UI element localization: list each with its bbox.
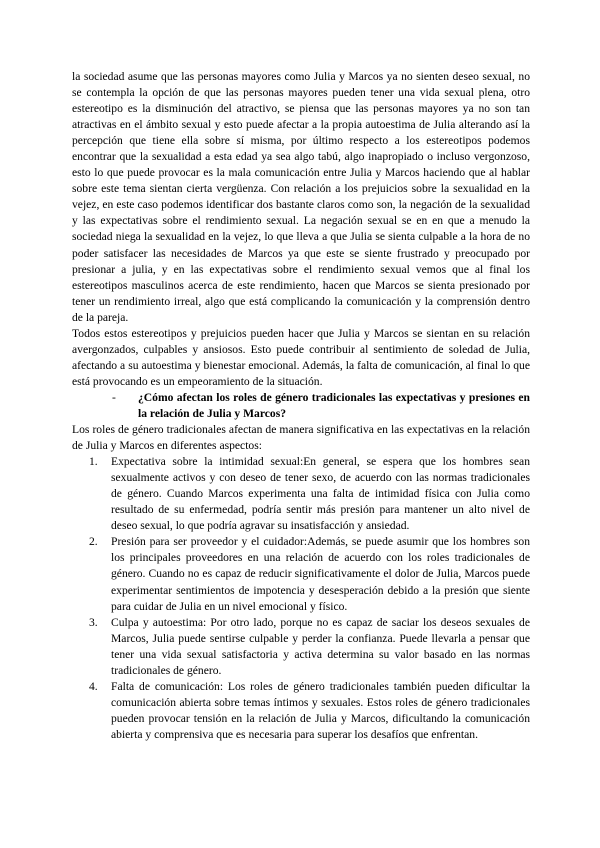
list-item (72, 534, 530, 614)
list-item-number: 4. (89, 679, 98, 693)
list-item-text: Culpa y autoestima: Por otro lado, porque no es capaz de saciar los deseos sexuales de Marcos, Julia puede sentirse culpable y perder la confianza. Puede llevarla a pensar que tener una vida sexual satisfactoria y activa determina su valor basado en las normas tradicionales de género. (111, 615, 530, 677)
body-paragraph-2: Todos estos estereotipos y prejuicios pueden hacer que Julia y Marcos se sientan en su relación avergonzados, culpables y ansiosos. Esto puede contribuir al sentimiento de soledad de Julia, afectando a su autoestima y bienestar emocional. Además, la falta de comunicación, al final lo que está provocando es un empeoramiento de la situación. (72, 326, 530, 388)
list-intro-paragraph: Los roles de género tradicionales afectan de manera significativa en las expectativas en la relación de Julia y Marcos en diferentes aspectos: (72, 423, 530, 453)
list-item (72, 454, 530, 534)
list-item-number: 2. (89, 535, 98, 549)
list-item-text: Expectativa sobre la intimidad sexual:En general, se espera que los hombres sean sexualmente activos y con deseo de tener sexo, de acuerdo con las normas tradicionales de género. Cuando Marcos experimenta una falta de intimidad física con Julia como resultado de su enfermedad, podría sentir más presión para mantener un alto nivel de deseo sexual, lo que podría agravar su insatisfacción y ansiedad. (111, 455, 530, 533)
list-item (72, 615, 530, 679)
list-item-number: 3. (89, 615, 98, 629)
heading-bullet: - (112, 390, 116, 404)
list-item (72, 679, 530, 743)
list-item-text: Presión para ser proveedor y el cuidador:Además, se puede asumir que los hombres son los principales proveedores en una relación de acuerdo con los roles tradicionales de género. Cuando no es capaz de reducir significativamente el dolor de Julia, Marcos puede experimentar sentimientos de impotencia y desesperación debido a la presión que siente para cuidar de Julia en un nivel emocional y físico. (111, 535, 530, 613)
body-paragraph-1: la sociedad asume que las personas mayores como Julia y Marcos ya no sienten deseo sexual, no se contempla la opción de que las personas mayores pueden tener una vida sexual plena, otro estereotipo es la disminución del atractivo, se piensa que las personas mayores ya no son tan atractivas en el ámbito sexual y esto puede afectar a la propia autoestima de Julia alterando así la percepción que tiene ella sobre sí misma, por último respecto a los estereotipos podemos encontrar que la sexualidad a esta edad ya sea algo tabú, algo inapropiado o incluso vergonzoso, esto lo que puede provocar es la mala comunicación entre Julia y Marcos haciendo que al hablar sobre este tema sientan cierta vergüenza. Con relación a los prejuicios sobre la sexualidad en la vejez, en este caso podemos identificar dos bastante claros como son, la negación de la sexualidad y las expectativas sobre el rendimiento sexual. La negación sexual se en en que a menudo la sociedad niega la sexualidad en la vejez, lo que lleva a que Julia se sienta culpable a la hora de no poder satisfacer las necesidades de Marcos ya que este se siente frustrado y preocupado por presionar a julia, y en las expectativas sobre el rendimiento sexual vemos que al final los estereotipos masculinos acerca de este rendimiento, hacen que Marcos se sienta presionado por tener un rendimiento irreal, algo que está complicando la comunicación y la comprensión dentro de la pareja. (72, 70, 530, 324)
section-question-heading (72, 390, 530, 422)
numbered-list (72, 454, 530, 743)
list-item-number: 1. (89, 455, 98, 469)
list-item-text: Falta de comunicación: Los roles de género tradicionales también pueden dificultar la comunicación abierta sobre temas íntimos y sexuales. Estos roles de género tradicionales pueden provocar tensión en la relación de Julia y Marcos, dificultando la comunicación abierta y comprensiva que es necesaria para superar los desafíos que enfrentan. (111, 679, 530, 741)
heading-text: ¿Cómo afectan los roles de género tradicionales las expectativas y presiones en la relación de Julia y Marcos? (138, 390, 530, 420)
